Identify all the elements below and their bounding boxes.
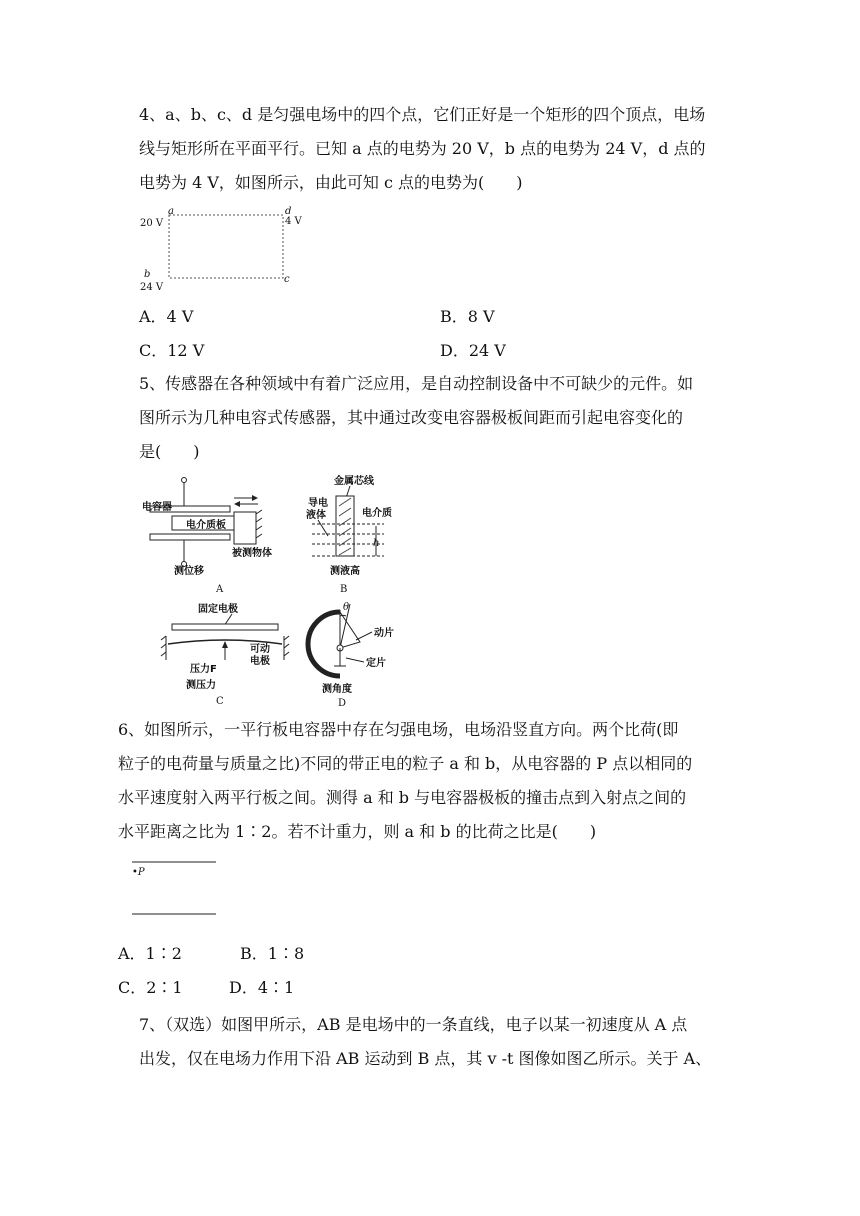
sensor-b-caption: 测液高: [330, 566, 360, 577]
sensor-a-displacement: [142, 478, 272, 596]
q6-line-2: 粒子的电荷量与质量之比)不同的带正电的粒子 a 和 b，从电容器的 P 点以相同的: [118, 754, 693, 773]
sensor-b-h-label: h: [373, 538, 380, 549]
sensor-b-core-label: 金属芯线: [334, 476, 374, 487]
sensor-d-letter: D: [338, 698, 347, 709]
q5-line-2: 图所示为几种电容式传感器，其中通过改变电容器极板间距而引起电容变化的: [139, 408, 684, 427]
sensor-b-liquid-height: [306, 474, 392, 595]
q4-label-d: d: [285, 206, 292, 217]
q7-line-2: 出发，仅在电场力作用下沿 AB 运动到 B 点，其 v -t 图像如图乙所示。关于 A、: [139, 1049, 712, 1068]
q4-label-b: b: [144, 269, 151, 280]
sensor-c-fixed-label: 固定电极: [198, 604, 238, 615]
q4-option-a: A．4 V: [139, 307, 194, 326]
q4-line-1: 4、a、b、c、d 是匀强电场中的四个点，它们正好是一个矩形的四个顶点，电场: [139, 105, 706, 124]
sensor-d-fixed-label: 定片: [366, 658, 386, 669]
sensor-a-caption: 测位移: [174, 566, 204, 577]
q4-label-c: c: [284, 274, 290, 285]
q4-option-c: C．12 V: [139, 341, 205, 360]
sensor-d-theta-label: θ: [343, 602, 350, 613]
q6-option-c: C．2∶1: [118, 978, 183, 997]
sensor-d-caption: 测角度: [322, 684, 352, 695]
sensor-b-dielectric-label: 电介质: [362, 508, 392, 519]
q6-capacitor-figure: [128, 858, 224, 918]
sensor-d-moving-label: 动片: [374, 628, 394, 639]
q4-rectangle-figure: [136, 204, 316, 296]
sensor-c-caption: 测压力: [186, 680, 216, 691]
q5-line-1: 5、传感器在各种领域中有着广泛应用，是自动控制设备中不可缺少的元件。如: [139, 374, 694, 393]
sensor-b-letter: B: [340, 584, 348, 595]
q4-label-vd: 4 V: [285, 216, 302, 227]
sensor-a-capacitor-label: 电容器: [142, 502, 172, 513]
sensor-b-liquid-label-2: 液体: [306, 510, 326, 521]
sensor-a-object-label: 被测物体: [232, 548, 272, 559]
q4-option-b: B．8 V: [440, 307, 495, 326]
sensor-c-pressure: [161, 602, 289, 707]
sensor-c-movable-label-2: 电极: [250, 656, 270, 667]
sensor-b-liquid-label-1: 导电: [308, 498, 328, 509]
q4-label-a: a: [168, 206, 174, 217]
q6-line-1: 6、如图所示，一平行板电容器中存在匀强电场，电场沿竖直方向。两个比荷(即: [118, 720, 679, 739]
q7-line-1: 7、（双选）如图甲所示，AB 是电场中的一条直线，电子以某一初速度从 A 点: [139, 1015, 688, 1034]
q6-point-p: •P: [132, 867, 145, 878]
q5-sensor-figure: [136, 470, 436, 710]
q6-line-3: 水平速度射入两平行板之间。测得 a 和 b 与电容器极板的撞击点到入射点之间的: [118, 788, 687, 807]
q4-line-2: 线与矩形所在平面平行。已知 a 点的电势为 20 V，b 点的电势为 24 V，d 点的: [139, 139, 706, 158]
sensor-a-letter: A: [216, 584, 224, 595]
q6-option-d: D．4∶1: [229, 978, 295, 997]
sensor-a-plate-label: 电介质板: [186, 520, 226, 531]
q6-option-b: B．1∶8: [240, 944, 305, 963]
sensor-c-movable-label-1: 可动: [250, 644, 270, 655]
q4-line-3: 电势为 4 V，如图所示，由此可知 c 点的电势为( ): [139, 173, 523, 192]
sensor-d-angle: [308, 602, 394, 709]
sensor-c-force-label: 压力F: [190, 664, 217, 675]
q6-line-4: 水平距离之比为 1∶2。若不计重力，则 a 和 b 的比荷之比是( ): [118, 822, 597, 841]
q4-label-va: 20 V: [140, 218, 164, 229]
q5-line-3: 是( ): [139, 442, 200, 461]
q4-option-d: D．24 V: [440, 341, 506, 360]
sensor-c-letter: C: [216, 696, 224, 707]
q6-option-a: A．1∶2: [118, 944, 182, 963]
q4-label-vb: 24 V: [140, 282, 164, 293]
